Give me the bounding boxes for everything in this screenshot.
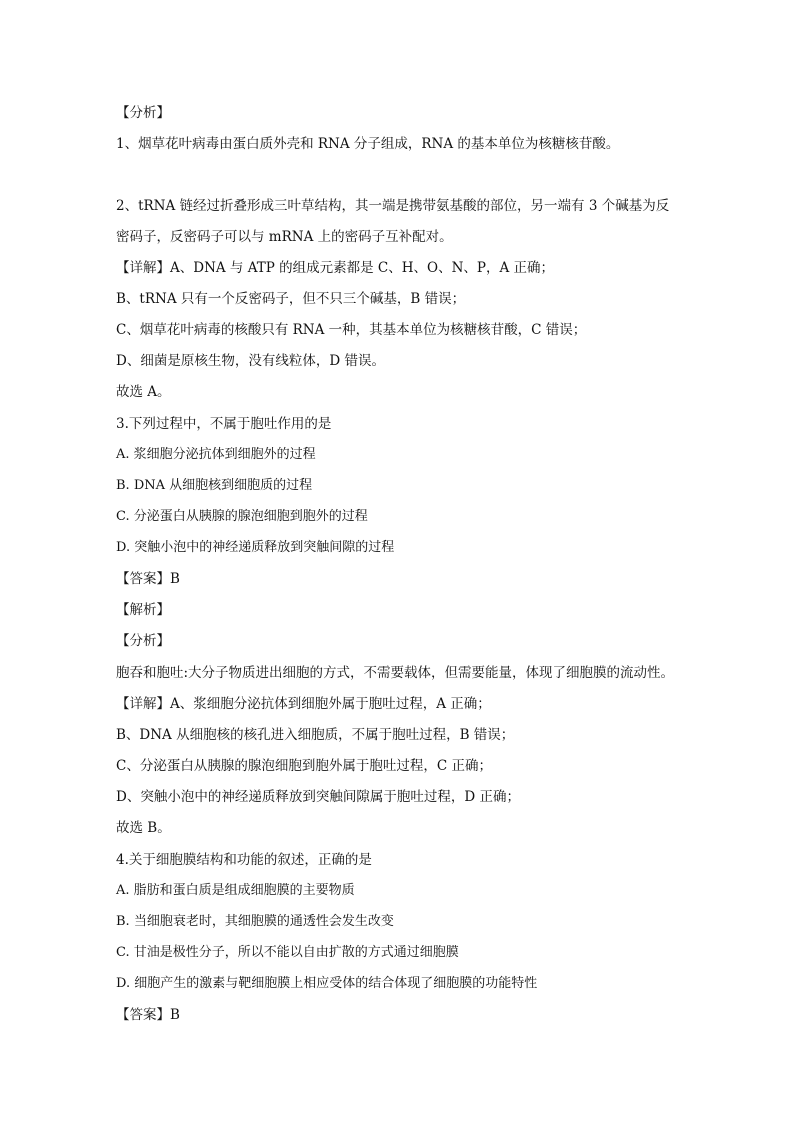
option-a: A. 浆细胞分泌抗体到细胞外的过程: [116, 447, 316, 462]
conclusion-line: 故选 B。: [116, 820, 171, 836]
text-line: B、tRNA 只有一个反密码子，但不只三个碱基，B 错误；: [116, 291, 466, 307]
text-line: D、突触小泡中的神经递质释放到突触间隙属于胞吐过程，D 正确；: [116, 789, 520, 805]
option-d: D. 细胞产生的激素与靶细胞膜上相应受体的结合体现了细胞膜的功能特性: [116, 976, 538, 991]
section-heading-detail: 【详解】A、DNA 与 ATP 的组成元素都是 C、H、O、N、P，A 正确；: [116, 260, 555, 276]
text-line: 1、烟草花叶病毒由蛋白质外壳和 RNA 分子组成，RNA 的基本单位为核糖核苷酸。: [116, 136, 620, 152]
answer-line: 【答案】B: [116, 1007, 180, 1023]
text-line: 密码子，反密码子可以与 mRNA 上的密码子互补配对。: [116, 229, 453, 245]
option-b: B. 当细胞衰老时，其细胞膜的通透性会发生改变: [116, 914, 394, 929]
text-line: B、DNA 从细胞核的核孔进入细胞质，不属于胞吐过程，B 错误；: [116, 727, 515, 743]
conclusion-line: 故选 A。: [116, 384, 171, 400]
text-line: 胞吞和胞吐:大分子物质进出细胞的方式，不需要载体，但需要能量，体现了细胞膜的流动性。: [116, 665, 675, 681]
section-heading-analysis: 【分析】: [116, 105, 170, 121]
option-c: C. 甘油是极性分子，所以不能以自由扩散的方式通过细胞膜: [116, 945, 459, 960]
text-line: D、细菌是原核生物，没有线粒体，D 错误。: [116, 353, 385, 369]
question-stem: 4.关于细胞膜结构和功能的叙述，正确的是: [116, 852, 372, 868]
section-heading-analysis: 【分析】: [116, 633, 170, 649]
question-stem: 3.下列过程中，不属于胞吐作用的是: [116, 416, 332, 432]
option-b: B. DNA 从细胞核到细胞质的过程: [116, 478, 313, 493]
option-d: D. 突触小泡中的神经递质释放到突触间隙的过程: [116, 540, 395, 555]
option-a: A. 脂肪和蛋白质是组成细胞膜的主要物质: [116, 883, 355, 898]
option-c: C. 分泌蛋白从胰腺的腺泡细胞到胞外的过程: [116, 509, 368, 524]
text-line: 2、tRNA 链经过折叠形成三叶草结构，其一端是携带氨基酸的部位，另一端有 3 个碱基为反: [116, 198, 670, 214]
answer-line: 【答案】B: [116, 571, 180, 587]
text-line: C、烟草花叶病毒的核酸只有 RNA 一种，其基本单位为核糖核苷酸，C 错误；: [116, 322, 587, 338]
section-heading-explanation: 【解析】: [116, 602, 170, 618]
text-line: C、分泌蛋白从胰腺的腺泡细胞到胞外属于胞吐过程，C 正确；: [116, 758, 492, 774]
section-heading-detail: 【详解】A、浆细胞分泌抗体到细胞外属于胞吐过程，A 正确；: [116, 696, 491, 712]
